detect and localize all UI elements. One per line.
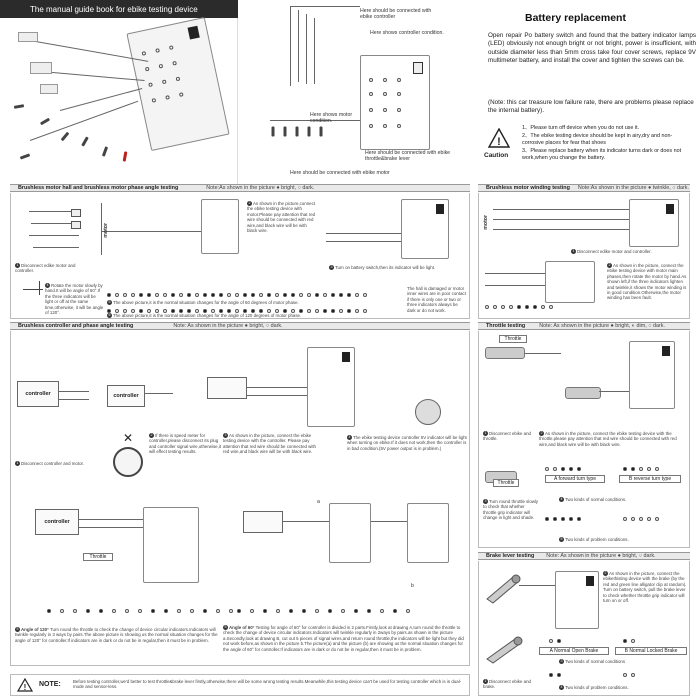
connector-white [30,62,52,74]
throttle-led-forward [545,467,581,471]
normal-locked-label: B Normal Locked Brake [615,647,687,655]
brake-step2: 2 As shown in the picture, connect the ebikethisting device with the brake (by the red and green line alligator clip at random). Turn on battery switch, pull the brake lever to check whether throttle grip indicator will turn on or off. [603,571,687,604]
hall-motor-label: motor [103,223,109,238]
rotate-axis-icon [23,289,43,290]
brake-panel [478,561,690,696]
hall-note: The hall is damaged or motor inner wires are in poor contact if there is only one or two or three indicators always be dark or do not work. [407,286,466,313]
angle120-label: Angle of 120° [21,627,49,632]
hall-caption-120: 6 The above picture,it is the normal situation changes for the angle of 120 degrees of motor phase. [108,313,302,318]
controller-header-title: Brushless controller and phase angle testing [18,323,134,329]
angle120-device [143,507,199,583]
battery-body: Open repair Po battery switch and found that the battery indicator lamps (LED) obviously not enough bright or not bright, power is insufficient, with outside diameter less than 5mm cross take four cover screws, replace 9V multimeter battery, and install the cover and tighten the screws can be. [488,32,696,64]
hall-step3: 3 Turn on battery switch,then its indicator will be light. [330,265,436,270]
throttle-panel [478,331,690,548]
angle120-led-row [47,609,233,613]
throttle-problem: 5 Two kinds of problem conditions. [560,537,629,542]
caution-icon [488,128,510,148]
speed-meter-icon [113,447,143,477]
winding-device [629,199,679,247]
winding-header-title: Brushless motor winding testing [486,185,570,191]
device-diagram-panel [240,0,460,185]
caution-item-1: 1、Please turn off device when you do not use it. [522,125,640,131]
connector-white [40,84,58,94]
hall-step4: 4 Rotate the motor slowly by hand.It will be angle of 60°.If the three indicators will be light or off at the same time,otherwise, it will be angle of 120°. [45,283,104,316]
angle120-text: 5 Angle of 120° Turn round the throttle to check the change of device circular indicators.Indicators will twinkle regularly in 3 ways by pairs.The above picture is showing us the normal situation changes for the angle of 120° for controller.If indicators are in dark or do not be in regular,then it must be in problem. [15,627,218,643]
angle60-a-label: a [317,499,320,505]
hall-header [10,184,470,192]
led-sequence-60 [107,293,367,297]
label-controller-condition: Here shows controller condition. [370,30,444,36]
connector-white [18,32,38,42]
hall-caption-60: 5 The above picture,it is the normal situation changes for the angle of 60 degrees of motor phase. [108,300,299,305]
winding-panel [478,193,690,319]
controller-panel [10,331,470,666]
hall-step2: 2 As shown in the picture,connect the ebike testing device with motor.Please pay attention that red wire should be connected with red wire,and black wire will be with black wire. [247,201,316,234]
caution-item-3: 3、Please replace battery when its indicator turns dark or does not work,when you change the battery. [522,148,682,161]
caution-item-2: 2、The ebike testing device should be kept in airy,dry and non-corrosive places for fear that shoes [522,133,673,146]
brake-led-normal-locked [623,639,635,643]
controller-box: controller [107,385,145,407]
hall-panel [10,193,470,319]
throttle-led-reverse [623,467,659,471]
connector [71,221,81,229]
brake-device [555,571,599,629]
brake-header-note: Note: As shown in the picture ● bright, ○ dark. [546,553,656,559]
brake-led-normal-open [549,639,561,643]
forward-turn-label: A forward turn type [545,475,605,483]
brake-problem: 4 Two kinds of problem conditions. [560,685,629,690]
angle60-label: Angle of 60° [229,625,255,630]
throttle-step3: 3 Turn round throttle slowly to check that whether throttle grip indicator will change in light and shade. [483,499,539,521]
battery-panel [470,0,700,185]
winding-step2: 2 As shown in the picture, connect the ebike testing device with motor main phases,then rotate the motor by hand.As shown left,if the three indicators lighten and twinkle,it shows the motor winding is in good condition.Otherwise,the motor winding has been fault. [607,263,687,301]
brake-header [478,552,690,560]
hall-header-note: Note:As shown in the picture ● bright, ○ dark. [206,185,315,191]
controller-step1: 1 Disconnect controller and motor. [16,461,84,466]
throttle-step2: 2 As shown in the picture, connect the ebike testing device with the throttle.please pay attention that red wire should be connected with red wire,and black wire will be with black wire. [539,431,677,447]
angle60-text: 5 Angle of 60° Testing for angle of 60° for controller is divided in 2 parts.Firstly,look at drawing A,turn round the throttle to check the change of device circular indicators.Indicators will twinkle regularly in 2ways by pairs.as shown in the picture a.Secondly,look at drawing B, cut out 5 pieces of signal wires,and return round throttle,the indicators will be light but they did not work before,as shown in the picture b.The picture(a) and the picture (b) are showing us the normal situation changes for the angle of 60° for controller.If indicators are in dark or do not be in regular,then it must be in problem. [223,625,464,652]
controller-step4: 4 The ebike testing device controller 5V indicator will be light when turning on ebike.If it does not work,then the controller is in bad condition.(5V power output is in problem.) [347,435,467,451]
throttle-grip-icon [565,387,601,399]
winding-device-2 [545,261,595,303]
angle60-device-b [407,503,449,563]
throttle-led-problem-b [623,517,659,521]
brake-lever-icon [483,569,523,609]
winding-step1: 1 Disconnect edike motor and controller. [572,249,652,254]
throttle-grip-icon [485,347,525,359]
controller-step2: 2 If there is speed meter for controller,please disconnect its plug and controller signal wire,otherwise,it will effect testing results. [149,433,221,455]
device-photo [126,17,229,151]
brake-led-problem-b [623,673,635,677]
throttle-header [478,322,690,330]
note-text: Before testing controller,we'd better to test throttle&brake lever firstly,otherwise,there will be some wrong testing results.Meanwhile,this testing device can't be used for testing controller which is in dual-mode and sensor-less. [73,679,462,690]
battery-title: Battery replacement [525,12,626,24]
label-motor-condition: Here shows motor condition. [310,112,353,125]
controller-device [307,347,355,427]
normal-open-label: A Normal Open Brake [539,647,609,655]
label-throttle-connect: Here should be connected with ebike throttle&brake lever [365,150,451,163]
angle60-device-a [329,503,371,563]
throttle-header-note: Note: As shown in the picture ● bright, ◐ dim, ○ dark. [539,323,665,329]
brake-normal: 3 Two kinds of normal conditions [560,659,626,664]
controller-box: controller [35,509,79,535]
throttle-box: Throttle [493,479,519,487]
connector [71,209,81,217]
motor-cable [101,203,201,255]
label-motor-connect: Here should be connected with ebike motor [290,170,390,176]
controller-box: controller [17,381,59,407]
throttle-box: Throttle [83,553,113,561]
manual-title: The manual guide book for ebike testing device [30,5,198,14]
top-photo-panel [0,0,238,185]
caution-label: Caution [484,152,509,159]
controller-box [243,511,283,533]
label-controller-connect: Here should be connected with ebike controller [360,8,432,21]
controller-step3: 3 As shown in the picture, connect the ebike testing device with the controller. Please pay attention that red wire should be connected with red wire,and black wire will be with black wire. [223,433,316,455]
svg-text:!: ! [23,683,27,692]
disconnect-x-icon: ✕ [123,431,134,445]
throttle-step1: 1 Disconnect ebike and throttle. [483,431,531,442]
brake-step1: 1 Disconnect ebike and brake. [483,679,531,690]
warning-icon [17,678,33,692]
brake-lever-icon [483,633,527,669]
brake-led-problem-a [549,673,561,677]
brake-header-title: Brake lever testing [486,553,535,559]
battery-note: (Note: this car treasure low failure rate, there are problems please replace the internal battery). [488,99,694,115]
angle60-led-row [237,609,410,613]
hall-device [201,199,239,254]
hall-device-2 [401,199,449,259]
throttle-normal: 4 Two kinds of normal conditions. [560,497,627,502]
controller-header-note: Note: As shown in the picture ● bright, ○ dark. [173,323,283,329]
svg-text:!: ! [497,136,501,148]
controller-box [207,377,247,399]
note-label: NOTE: [39,681,61,688]
winding-header [478,184,690,192]
throttle-led-problem-a [545,517,581,521]
controller-header [10,322,470,330]
hall-step1: 1 Disconnect edike motor and controller. [15,263,76,274]
hall-header-title: Brushless motor hall and brushless motor phase angle testing [18,185,179,191]
winding-motor-label: motor [483,215,489,230]
reverse-turn-label: B reverse turn type [619,475,681,483]
throttle-device [629,341,675,409]
device-screen [188,26,200,40]
winding-header-note: Note:As shown in the picture ● twinkle, ○ dark. [577,185,689,191]
throttle-header-title: Throttle testing [486,323,526,329]
device-diagram [360,55,430,150]
power-switch-icon [415,399,441,425]
note-bar [10,674,470,696]
throttle-box: Throttle [499,335,527,343]
winding-led-row [485,305,553,309]
angle60-b-label: b [411,583,414,589]
